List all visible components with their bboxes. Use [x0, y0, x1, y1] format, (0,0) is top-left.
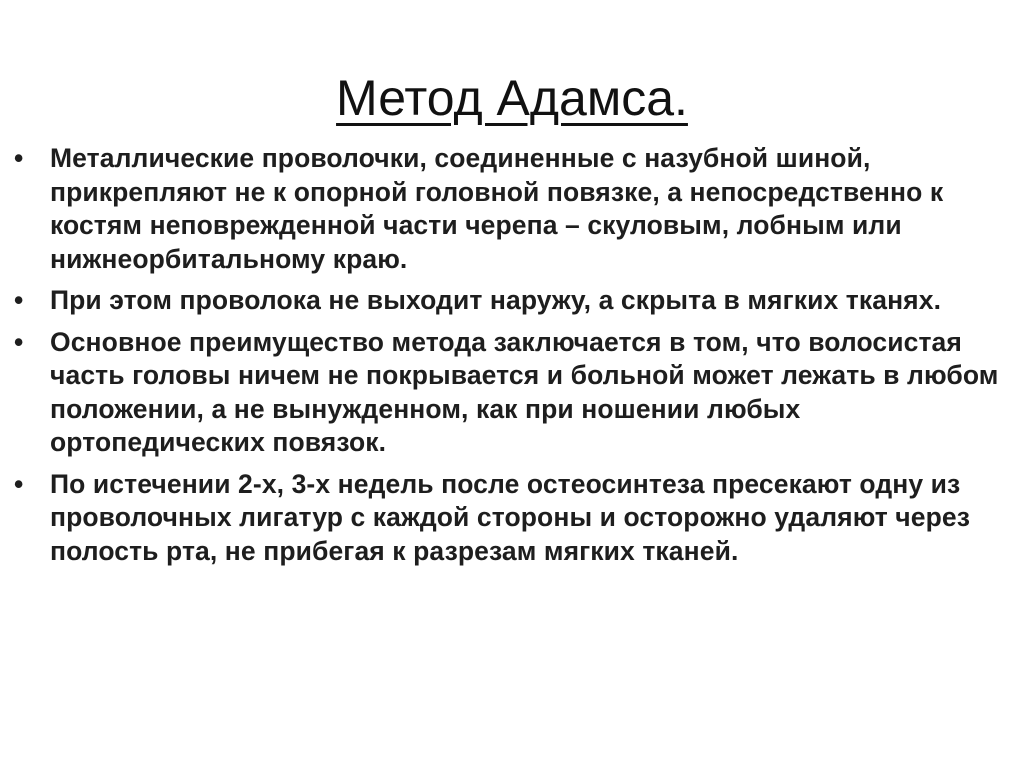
bullet-marker-icon: •	[14, 143, 24, 173]
bullet-item	[12, 284, 1012, 318]
bullet-text: При этом проволока не выходит наружу, а скрыта в мягких тканях.	[50, 285, 942, 315]
bullet-marker-icon: •	[14, 326, 24, 357]
bullet-item	[12, 142, 1012, 276]
bullet-item	[12, 468, 1012, 569]
bullet-item	[12, 326, 1012, 460]
slide-title	[0, 62, 1024, 134]
bullet-text: Металлические проволочки, соединенные с назубной шиной, прикрепляют не к опорной головной повязке, а непосредственно к костям неповрежденной части черепа – скуловым, лобным или нижнеорбитальному краю.	[50, 143, 944, 274]
bullet-text: Основное преимущество метода заключается в том, что волосистая часть головы ничем не покрывается и больной может лежать в любом положении, а не вынужденном, как при ношении любых ортопедических повязок.	[50, 326, 999, 457]
bullet-list	[12, 142, 1012, 576]
bullet-marker-icon: •	[14, 285, 24, 315]
slide-title-text: Метод Адамса.	[336, 70, 688, 126]
bullet-text: По истечении 2-х, 3-х недель после остеосинтеза пресекают одну из проволочных лигатур с каждой стороны и осторожно удаляют через полость рта, не прибегая к разрезам мягких тканей.	[50, 468, 971, 566]
bullet-marker-icon: •	[14, 468, 24, 499]
